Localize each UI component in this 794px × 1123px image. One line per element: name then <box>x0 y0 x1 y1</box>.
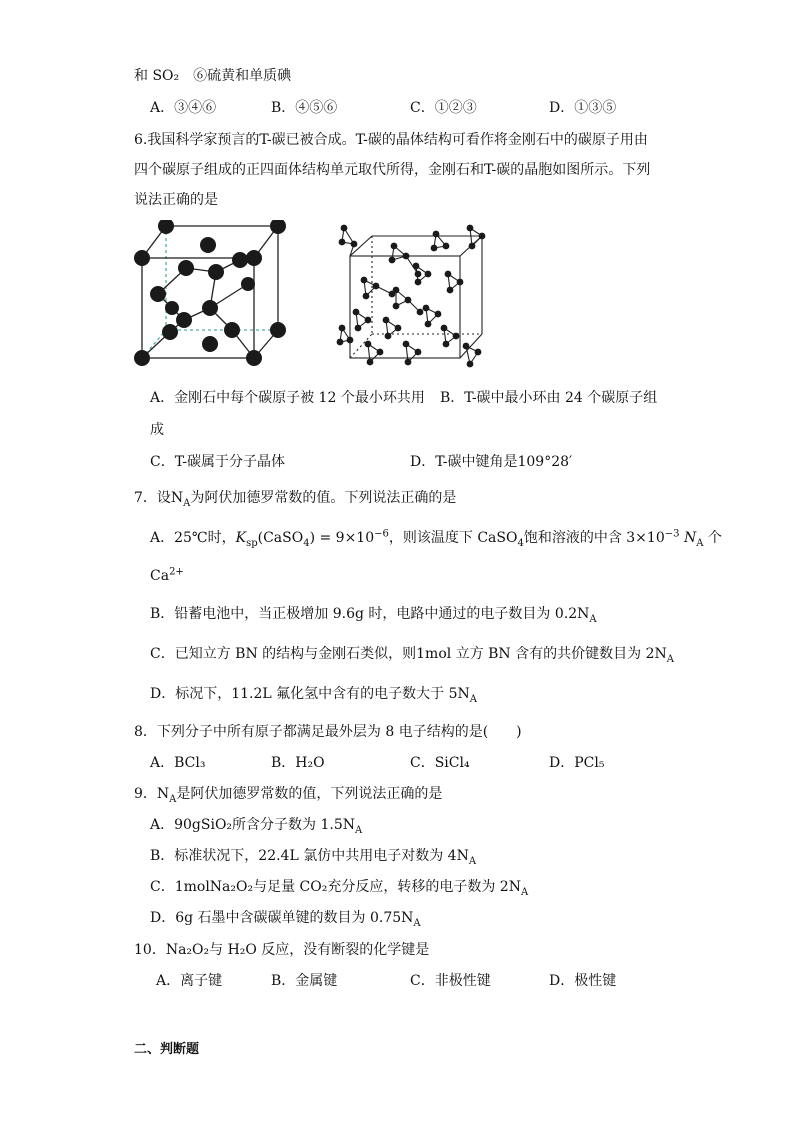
q9-b-sub: A <box>468 855 477 867</box>
q9-stem-sub: A <box>169 793 177 805</box>
q7-option-a <box>150 528 722 548</box>
q9-option-d <box>150 908 421 928</box>
q7-option-a-cont <box>150 566 184 586</box>
q7-a-ksp-val: ) = 9×10 <box>309 530 375 546</box>
q9-option-a <box>150 815 362 835</box>
q7-a-part1: A．25℃时， <box>150 530 236 546</box>
q7-option-c <box>150 644 674 664</box>
q7-stem-text: 7．设N <box>134 490 184 506</box>
q7-a-ion: Ca <box>150 568 170 584</box>
q7-a-part5: 个 <box>703 530 722 546</box>
q6-option-d: D．T-碳中键角是109°28′ <box>410 454 573 470</box>
q7-a-ksp-exp: −6 <box>374 528 389 540</box>
q7-a-ksp: K <box>235 530 247 546</box>
q8-option-a: A．BCl₃ <box>150 755 206 771</box>
q9-a-text: A．90gSiO₂所含分子数为 1.5N <box>150 817 356 833</box>
q9-d-sub: A <box>413 917 421 929</box>
q6-option-c: C．T-碳属于分子晶体 <box>150 454 285 470</box>
q7-d-sub: A <box>469 693 477 705</box>
q9-stem-rest: 是阿伏加德罗常数的值，下列说法正确的是 <box>176 786 443 802</box>
q7-option-b <box>150 604 597 624</box>
q7-a-na: N <box>683 530 697 546</box>
q9-c-text: C．1molNa₂O₂与足量 CO₂充分反应，转移的电子数为 2N <box>150 879 521 895</box>
q5-option-c: C．①②③ <box>410 100 477 116</box>
q6-stem-line-1: 6.我国科学家预言的T-碳已被合成。T-碳的晶体结构可看作将金刚石中的碳原子用由 <box>134 132 648 148</box>
q10-stem: 10．Na₂O₂与 H₂O 反应，没有断裂的化学键是 <box>134 942 430 958</box>
q7-a-part3-exp: −3 <box>664 528 680 540</box>
q9-stem <box>134 784 442 804</box>
q7-a-part2: ，则该温度下 CaSO <box>388 530 518 546</box>
q10-option-c: C．非极性键 <box>410 973 491 989</box>
q7-stem-sub: A <box>183 497 191 509</box>
q7-c-text: C．已知立方 BN 的结构与金刚石类似，则1mol 立方 BN 含有的共价键数目为 2N <box>150 646 667 662</box>
q5-option-d: D．①③⑤ <box>549 100 617 116</box>
q7-b-text: B．铅蓄电池中，当正极增加 9.6g 时，电路中通过的电子数目为 0.2N <box>150 606 590 622</box>
q7-a-ksp-arg-sub: 4 <box>303 537 310 549</box>
q10-option-d: D．极性键 <box>549 973 617 989</box>
q8-option-d: D．PCl₅ <box>549 755 605 771</box>
diamond-unit-cell-figure <box>128 220 293 370</box>
q6-stem-line-2: 四个碳原子组成的正四面体结构单元取代所得，金刚石和T-碳的晶胞如图所示。下列 <box>134 162 651 178</box>
q7-a-ksp-sub: sp <box>246 537 258 549</box>
q7-stem-rest: 为阿伏加德罗常数的值。下列说法正确的是 <box>190 490 457 506</box>
q7-a-ksp-arg: (CaSO <box>257 530 304 546</box>
q9-d-text: D．6g 石墨中含碳碳单键的数目为 0.75N <box>150 910 414 926</box>
q5-option-a: A．③④⑥ <box>150 100 217 116</box>
q9-c-sub: A <box>520 886 529 898</box>
q7-d-text: D．标况下，11.2L 氟化氢中含有的电子数大于 5N <box>150 686 470 702</box>
q7-stem <box>134 488 456 508</box>
q8-option-c: C．SiCl₄ <box>410 755 470 771</box>
q7-a-part3: 饱和溶液的中含 3×10 <box>523 530 665 546</box>
q9-option-b <box>150 846 476 866</box>
q9-option-c <box>150 877 528 897</box>
q7-a-ion-sup: 2+ <box>169 566 184 578</box>
section-heading-judgment: 二、判断题 <box>134 1042 200 1057</box>
q5-option-b: B．④⑤⑥ <box>271 100 338 116</box>
q6-option-a: A．金刚石中每个碳原子被 12 个最小环共用 <box>150 390 425 406</box>
q6-option-b-cont: 成 <box>150 422 164 438</box>
q6-option-b: B．T-碳中最小环由 24 个碳原子组 <box>440 390 658 406</box>
q10-option-b: B．金属键 <box>271 973 338 989</box>
q7-b-sub: A <box>589 613 597 625</box>
q7-c-sub: A <box>666 653 674 665</box>
q10-option-a: A．离子键 <box>156 973 223 989</box>
q9-stem-text: 9．N <box>134 786 170 802</box>
q7-a-na-sub: A <box>696 537 704 549</box>
q7-option-d <box>150 684 477 704</box>
q5-tail-text: 和 SO₂ ⑥硫黄和单质碘 <box>134 68 292 84</box>
q8-option-b: B．H₂O <box>271 755 325 771</box>
q9-a-sub: A <box>355 824 363 836</box>
q7-a-part2-sub: 4 <box>517 537 524 549</box>
q8-stem: 8．下列分子中所有原子都满足最外层为 8 电子结构的是( ) <box>134 724 522 740</box>
q9-b-text: B．标准状况下，22.4L 氯仿中共用电子对数为 4N <box>150 848 469 864</box>
t-carbon-unit-cell-figure <box>336 216 492 372</box>
q6-stem-line-3: 说法正确的是 <box>134 192 218 208</box>
